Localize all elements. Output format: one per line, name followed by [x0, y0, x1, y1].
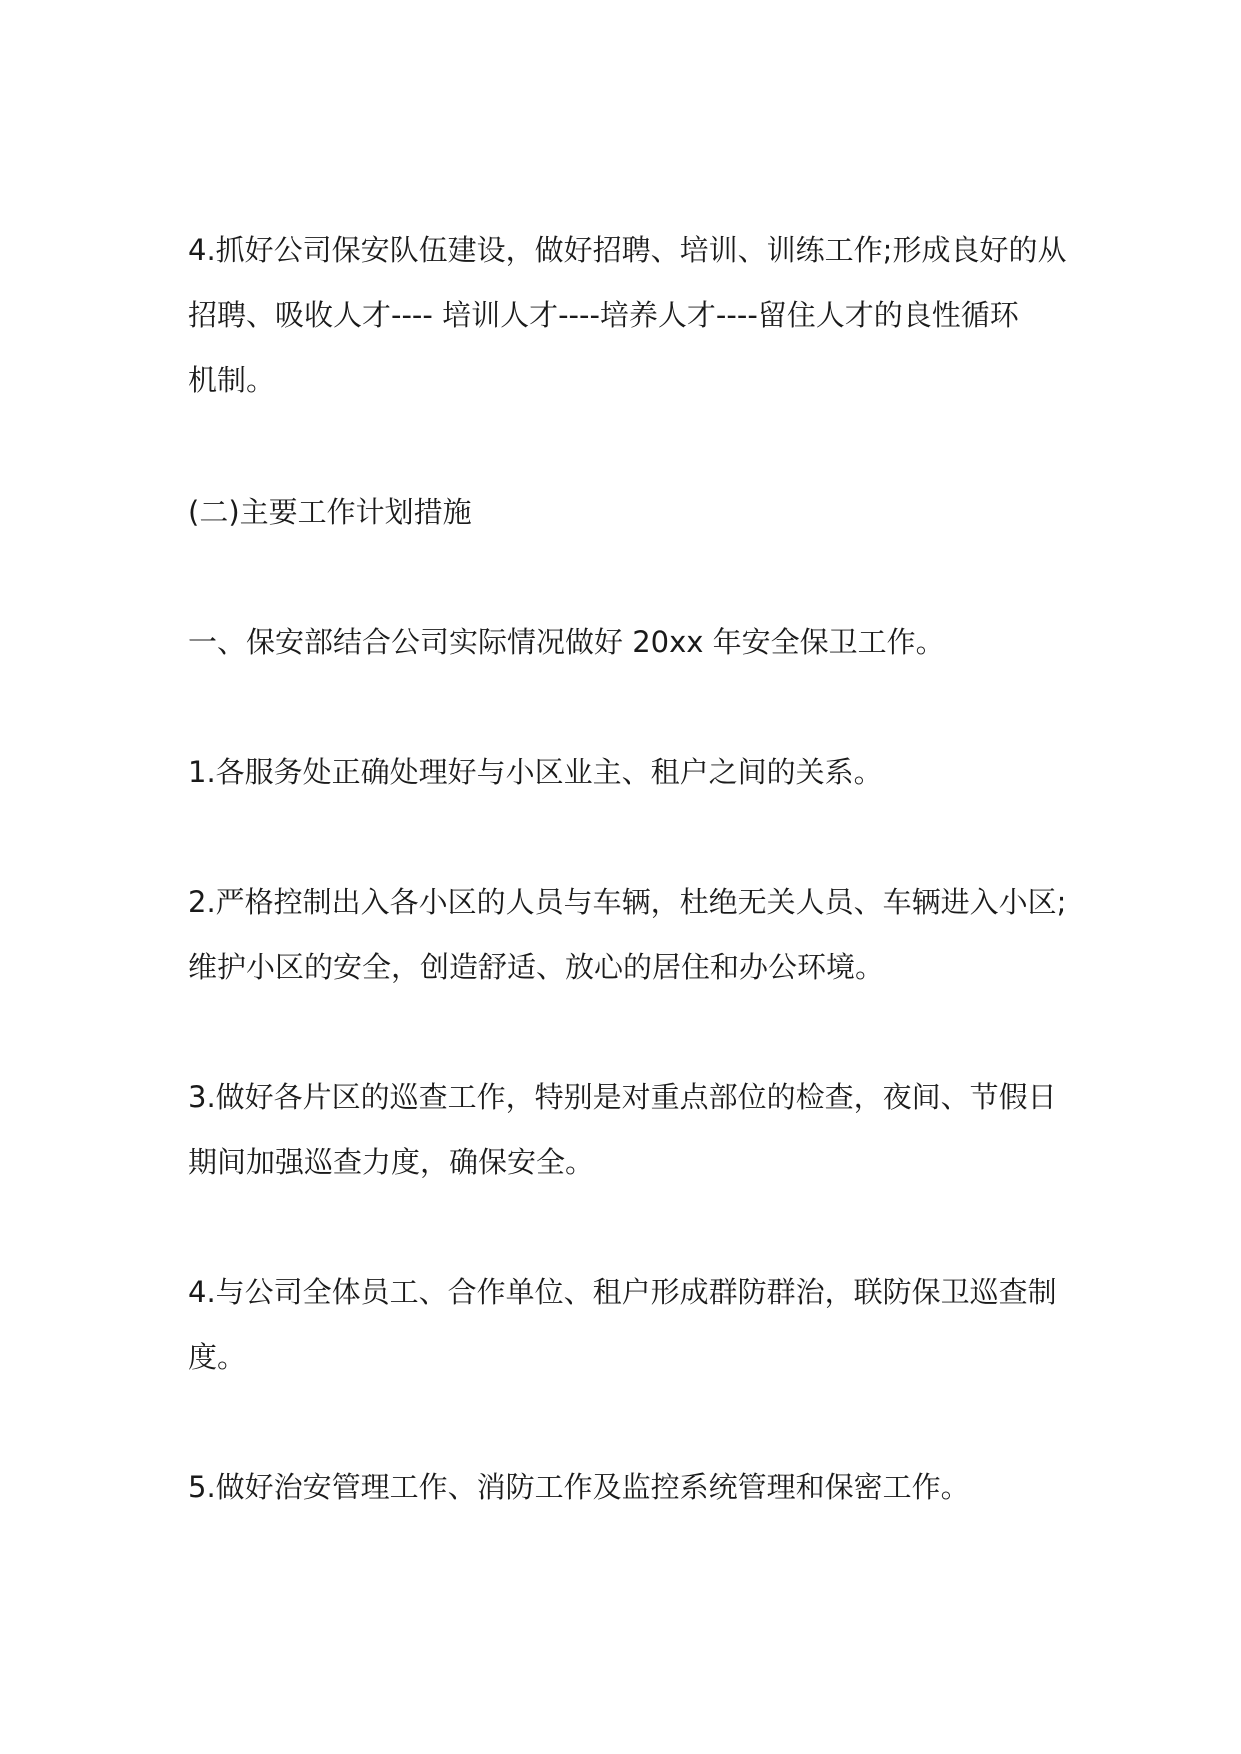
text-line: (二)主要工作计划措施: [188, 495, 472, 529]
paragraph-item-5: [188, 1455, 1068, 1520]
text-line: 3.做好各片区的巡查工作，特别是对重点部位的检查，夜间、节假日: [188, 1080, 1057, 1114]
text-line: 5.做好治安管理工作、消防工作及监控系统管理和保密工作。: [188, 1470, 970, 1504]
text-line: 2.严格控制出入各小区的人员与车辆，杜绝无关人员、车辆进入小区;: [188, 885, 1067, 919]
text-line: 一、保安部结合公司实际情况做好 20xx 年安全保卫工作。: [188, 625, 945, 659]
text-line: 维护小区的安全，创造舒适、放心的居住和办公环境。: [188, 950, 885, 984]
text-line: 机制。: [188, 363, 276, 397]
text-line: 4.抓好公司保安队伍建设，做好招聘、培训、训练工作;形成良好的从: [188, 233, 1067, 267]
text-line: 度。: [188, 1340, 247, 1374]
text-line: 1.各服务处正确处理好与小区业主、租户之间的关系。: [188, 755, 883, 789]
section-heading-measures: [188, 480, 1068, 545]
paragraph-item-1: [188, 740, 1068, 805]
text-line: 招聘、吸收人才---- 培训人才----培养人才----留住人才的良性循环: [188, 298, 1019, 332]
subsection-heading-security-work: [188, 610, 1068, 675]
paragraph-item-2: [188, 870, 1068, 1000]
paragraph-item-4: [188, 1260, 1068, 1390]
text-line: 4.与公司全体员工、合作单位、租户形成群防群治，联防保卫巡查制: [188, 1275, 1057, 1309]
paragraph-item-3: [188, 1065, 1068, 1195]
paragraph-recruitment-training: [188, 218, 1068, 413]
text-line: 期间加强巡查力度，确保安全。: [188, 1145, 595, 1179]
